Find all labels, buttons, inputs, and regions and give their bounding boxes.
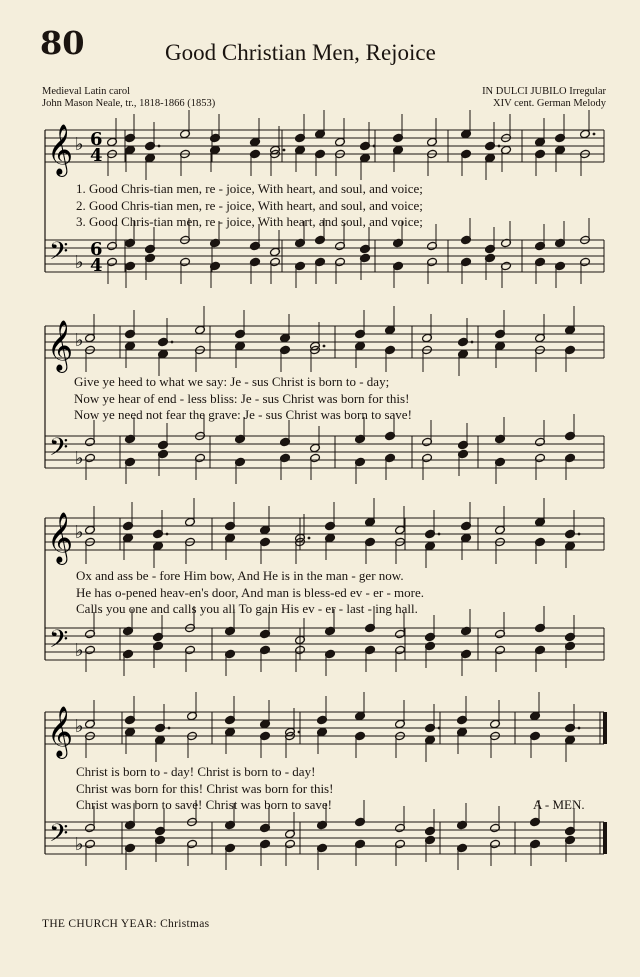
bass-clef-icon: 𝄢 bbox=[49, 819, 69, 854]
text-credit-line-2: John Mason Neale, tr., 1818-1866 (1853) bbox=[42, 98, 216, 109]
flat-icon: ♭ bbox=[75, 716, 84, 737]
augmentation-dot bbox=[578, 727, 581, 730]
treble-clef-icon: 𝄞 bbox=[47, 320, 74, 371]
bass-clef-icon: 𝄢 bbox=[49, 625, 69, 660]
lyric-line: He has o-pened heav-en's door, And man is bless-ed ev - er - more. bbox=[76, 584, 425, 600]
lyric-line: 3. Good Chris-tian men, re - joice, With heart, and soul, and voice; bbox=[76, 214, 423, 229]
hymn-category: THE CHURCH YEAR: Christmas bbox=[42, 918, 210, 930]
augmentation-dot bbox=[323, 345, 326, 348]
augmentation-dot bbox=[283, 149, 286, 152]
augmentation-dot bbox=[498, 145, 501, 148]
augmentation-dot bbox=[298, 731, 301, 734]
tune-credit-line-1: IN DULCI JUBILO Irregular bbox=[482, 86, 606, 97]
augmentation-dot bbox=[471, 341, 474, 344]
time-signature-digit: 6 bbox=[90, 239, 103, 260]
lyric-line: Christ was born for this! Christ was born for this! bbox=[76, 780, 334, 796]
lyrics-system-1 bbox=[76, 181, 423, 231]
flat-icon: ♭ bbox=[75, 522, 84, 543]
augmentation-dot bbox=[438, 727, 441, 730]
time-signature-digit: 4 bbox=[90, 255, 103, 276]
augmentation-dot bbox=[166, 533, 169, 536]
final-barline-thick bbox=[603, 822, 607, 854]
time-signature-digit: 4 bbox=[90, 145, 103, 166]
augmentation-dot bbox=[373, 145, 376, 148]
lyric-line: 1. Good Chris-tian men, re - joice, With heart, and soul, and voice; bbox=[76, 181, 423, 196]
augmentation-dot bbox=[308, 537, 311, 540]
flat-icon: ♭ bbox=[75, 330, 84, 351]
hymn-title: Good Christian Men, Rejoice bbox=[165, 40, 436, 65]
augmentation-dot bbox=[168, 727, 171, 730]
amen-label: A - MEN. bbox=[533, 797, 585, 812]
lyric-line: Christ was born to save! Christ was born to save! bbox=[76, 797, 332, 812]
final-barline-thick bbox=[603, 712, 607, 744]
lyrics-system-2 bbox=[74, 374, 412, 424]
flat-icon: ♭ bbox=[75, 834, 84, 855]
flat-icon: ♭ bbox=[75, 252, 84, 273]
lyric-line: 2. Good Chris-tian men, re - joice, With heart, and soul, and voice; bbox=[76, 197, 423, 213]
text-credit bbox=[42, 86, 215, 110]
augmentation-dot bbox=[171, 341, 174, 344]
tune-credit bbox=[482, 86, 606, 110]
time-signature-digit: 6 bbox=[90, 129, 103, 150]
tune-credit-line-2: XIV cent. German Melody bbox=[493, 98, 606, 109]
augmentation-dot bbox=[158, 145, 161, 148]
augmentation-dot bbox=[578, 533, 581, 536]
treble-clef-icon: 𝄞 bbox=[47, 512, 74, 563]
lyric-line: Calls you one and calls you all To gain His ev - er - last - ing hall. bbox=[76, 601, 418, 616]
bass-clef-icon: 𝄢 bbox=[49, 433, 69, 468]
treble-clef-icon: 𝄞 bbox=[47, 706, 74, 757]
text-credit-line-1: Medieval Latin carol bbox=[42, 86, 131, 97]
lyrics-system-3 bbox=[76, 568, 424, 618]
bass-clef-icon: 𝄢 bbox=[49, 237, 69, 272]
lyric-line: Christ is born to - day! Christ is born to - day! bbox=[76, 764, 316, 779]
lyric-line: Now ye hear of end - less bliss: Je - sus Christ was born for this! bbox=[74, 390, 410, 406]
lyrics-system-4 bbox=[76, 764, 333, 814]
flat-icon: ♭ bbox=[75, 640, 84, 661]
flat-icon: ♭ bbox=[75, 134, 84, 155]
treble-clef-icon: 𝄞 bbox=[47, 124, 74, 175]
lyric-line: Give ye heed to what we say: Je - sus Christ is born to - day; bbox=[74, 374, 390, 389]
lyric-line: Now ye need not fear the grave: Je - sus Christ was born to save! bbox=[74, 407, 412, 422]
augmentation-dot bbox=[438, 533, 441, 536]
lyric-line: Ox and ass be - fore Him bow, And He is in the man - ger now. bbox=[76, 568, 404, 583]
augmentation-dot bbox=[593, 133, 596, 136]
hymn-number: 80 bbox=[40, 24, 85, 62]
flat-icon: ♭ bbox=[75, 448, 84, 469]
